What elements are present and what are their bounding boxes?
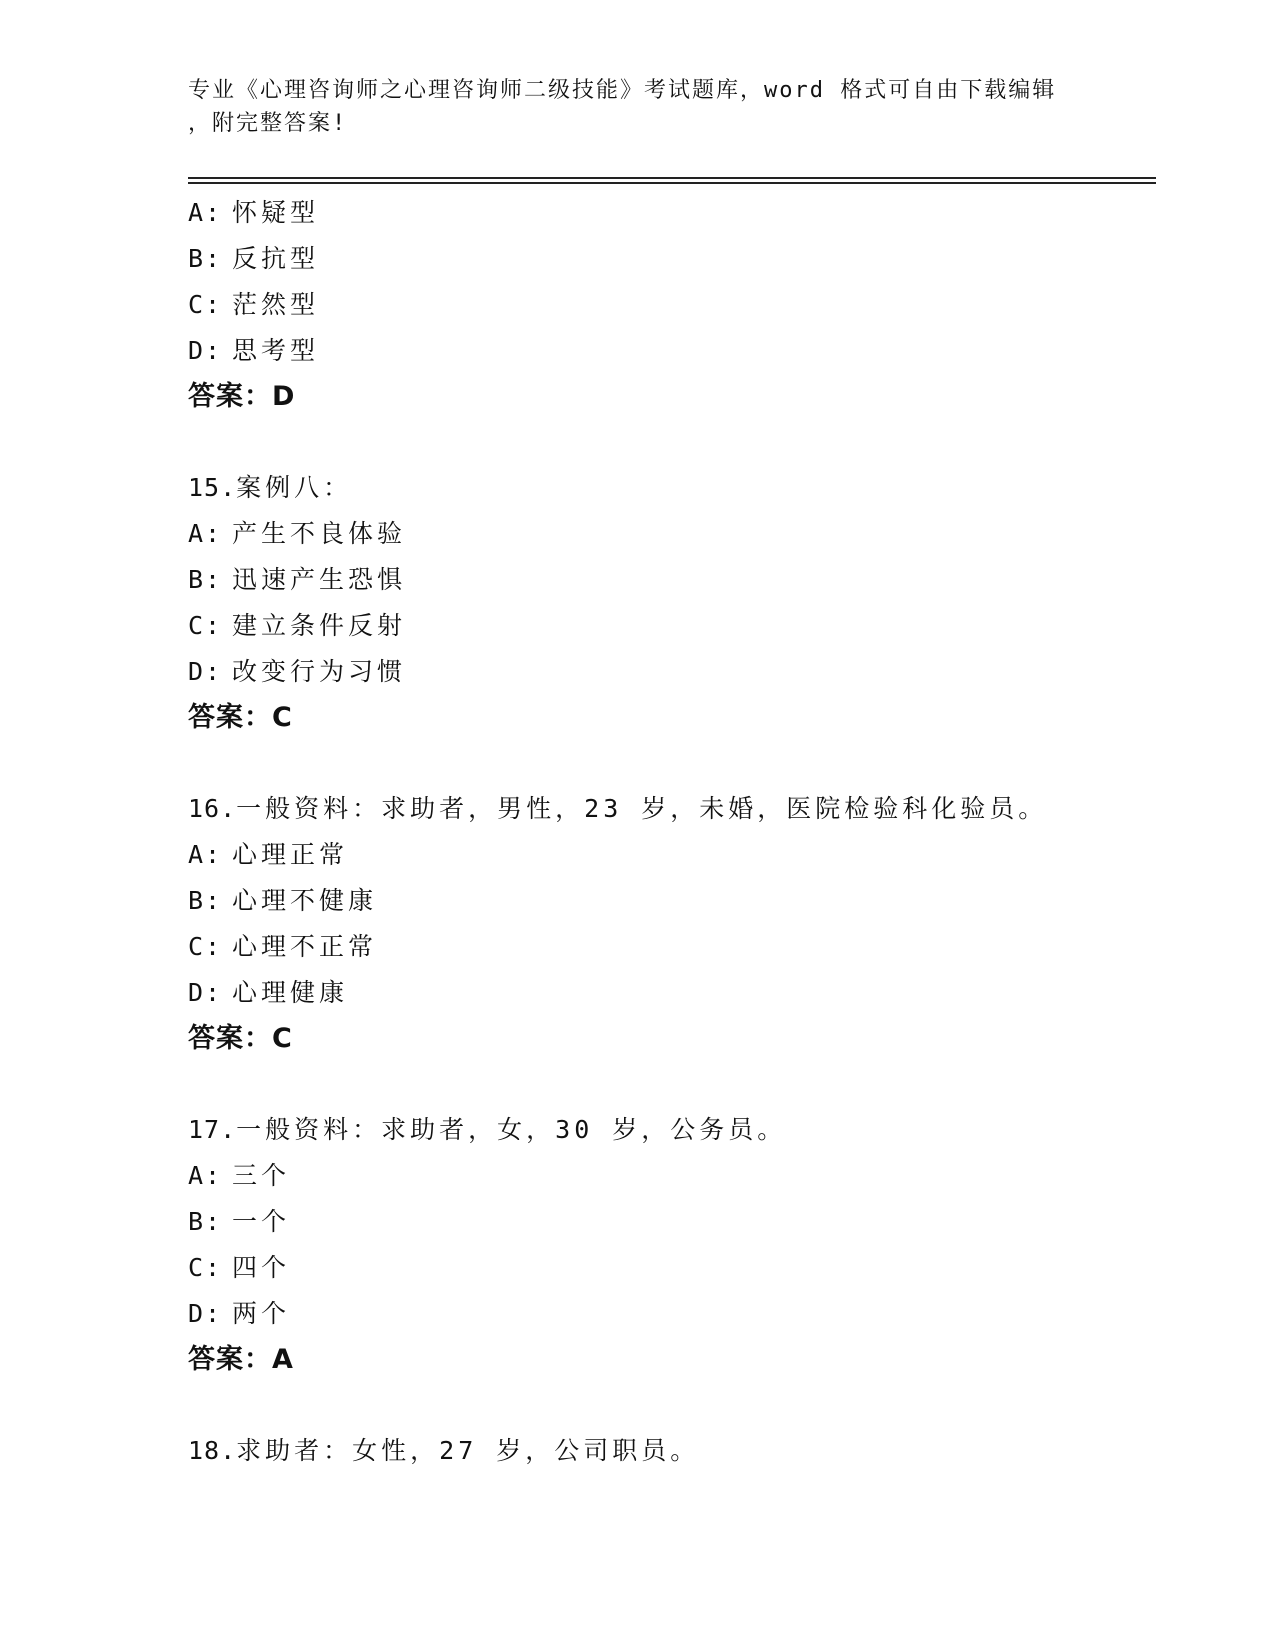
option-label: B: [188,565,223,594]
question-block-15 [188,465,1156,741]
option-label: D: [188,978,223,1007]
question-list [188,190,1156,1474]
question-block-17 [188,1107,1156,1383]
option-text: 心理正常 [232,840,349,869]
question-number: 18. [188,1436,237,1465]
question-text: 求助者：女性，27 岁，公司职员。 [236,1436,700,1465]
header-divider-top [188,177,1156,179]
option-c [188,282,1156,328]
answer-line: 答案：C [188,702,293,733]
option-text: 一个 [232,1207,291,1236]
header-title-line-2: ，附完整答案! [188,111,348,136]
option-label: A: [188,198,223,227]
option-label: A: [188,1161,223,1190]
option-a [188,1153,1156,1199]
option-label: C: [188,611,223,640]
option-label: C: [188,290,223,319]
question-block-16 [188,786,1156,1062]
option-label: B: [188,244,223,273]
option-label: D: [188,1299,223,1328]
option-text: 两个 [232,1299,291,1328]
option-label: D: [188,657,223,686]
option-c [188,1245,1156,1291]
question-stem [188,1428,1156,1474]
option-b [188,236,1156,282]
option-text: 怀疑型 [232,198,320,227]
question-text: 案例八： [236,473,353,502]
option-d [188,970,1156,1016]
option-text: 心理不正常 [232,932,378,961]
option-text: 三个 [232,1161,291,1190]
spacer [188,1383,1156,1428]
option-a [188,511,1156,557]
option-c [188,603,1156,649]
option-text: 改变行为习惯 [232,657,407,686]
option-label: C: [188,932,223,961]
spacer [188,420,1156,465]
option-b [188,1199,1156,1245]
option-text: 四个 [232,1253,291,1282]
option-text: 迅速产生恐惧 [232,565,407,594]
spacer [188,1062,1156,1107]
option-text: 心理不健康 [232,886,378,915]
option-text: 茫然型 [232,290,320,319]
answer-line: 答案：C [188,1023,293,1054]
option-d [188,1291,1156,1337]
option-label: A: [188,519,223,548]
option-d [188,328,1156,374]
option-a [188,190,1156,236]
spacer [188,741,1156,786]
question-stem [188,1107,1156,1153]
option-b [188,557,1156,603]
question-number: 16. [188,794,237,823]
option-label: B: [188,1207,223,1236]
option-text: 心理健康 [232,978,349,1007]
option-label: C: [188,1253,223,1282]
option-label: B: [188,886,223,915]
header-title-line-1: 专业《心理咨询师之心理咨询师二级技能》考试题库，word 格式可自由下载编辑 [188,78,1057,103]
option-a [188,832,1156,878]
question-text: 一般资料：求助者，男性，23 岁，未婚，医院检验科化验员。 [236,794,1048,823]
option-b [188,878,1156,924]
option-text: 产生不良体验 [232,519,407,548]
document-header [188,74,1068,140]
question-text: 一般资料：求助者，女，30 岁，公务员。 [236,1115,787,1144]
option-d [188,649,1156,695]
option-text: 建立条件反射 [232,611,407,640]
question-block-18 [188,1428,1156,1474]
header-divider-bottom [188,182,1156,184]
question-number: 15. [188,473,237,502]
option-text: 思考型 [232,336,320,365]
answer-line: 答案：D [188,381,296,412]
option-label: A: [188,840,223,869]
option-label: D: [188,336,223,365]
answer-line: 答案：A [188,1344,294,1375]
question-number: 17. [188,1115,237,1144]
option-text: 反抗型 [232,244,320,273]
question-block-14 [188,190,1156,420]
question-stem [188,465,1156,511]
option-c [188,924,1156,970]
question-stem [188,786,1156,832]
